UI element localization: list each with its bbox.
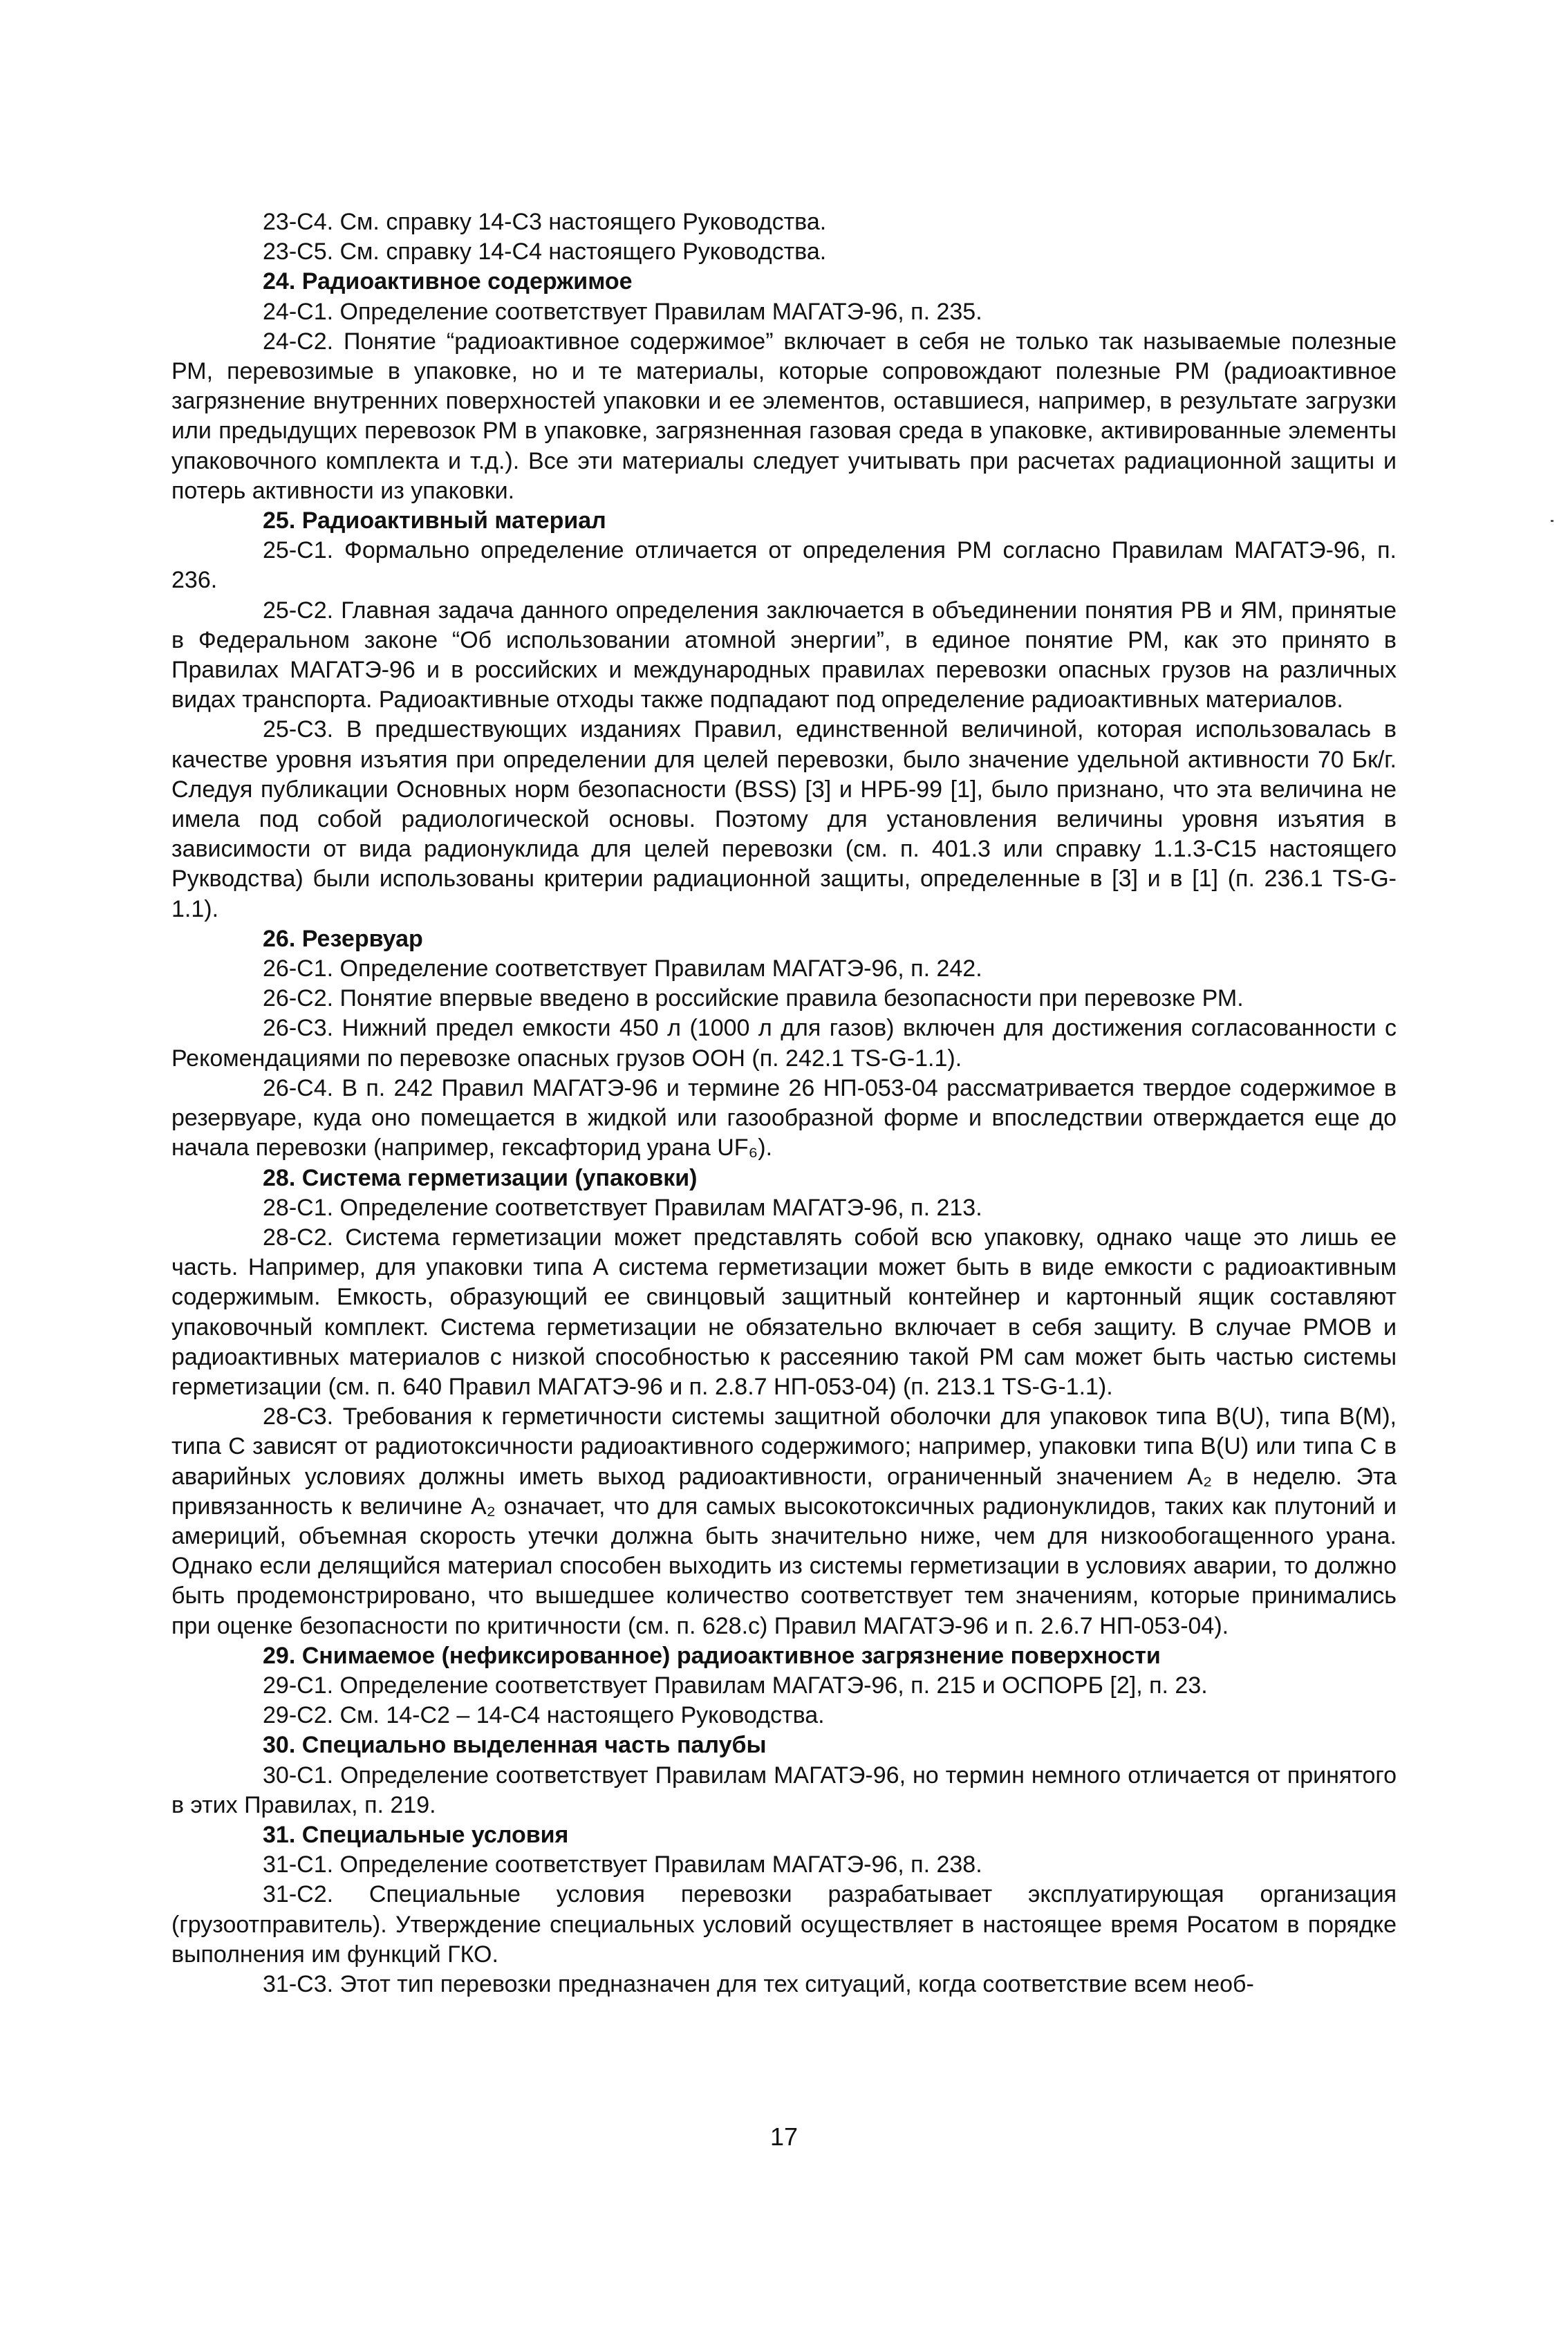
paragraph: 28-С2. Система герметизации может представлять собой всю упаковку, однако чаще это лишь ее часть. Например, для упаковки типа А система герметизации может быть в виде емкости с радиоактивным содержимым. Емкость, образующий ее свинцовый защитный контейнер и картонный ящик составляют упаковочный комплект. Система герметизации не обязательно включает в себя защиту. В случае РМОВ и радиоактивных материалов с низкой способностью к рассеянию такой РМ сам может быть частью системы герметизации (см. п. 640 Правил МАГАТЭ-96 и п. 2.8.7 НП-053-04) (п. 213.1 TS-G-1.1). — [171, 1224, 1397, 1400]
paragraph: 25-С1. Формально определение отличается от определения РМ согласно Правилам МАГАТЭ-96, п. 236. — [171, 537, 1397, 594]
section-heading: 26. Резервуар — [263, 925, 423, 952]
paragraph: 23-С4. См. справку 14-С3 настоящего Руководства. — [263, 209, 827, 235]
paragraph: 30-С1. Определение соответствует Правилам МАГАТЭ-96, но термин немного отличается от принятого в этих Правилах, п. 219. — [171, 1762, 1397, 1818]
section-heading: 29. Снимаемое (нефиксированное) радиоактивное загрязнение поверхности — [263, 1642, 1161, 1669]
paragraph: 25-С3. В предшествующих изданиях Правил, единственной величиной, которая использовалась в качестве уровня изъятия при определении для целей перевозки, было значение удельной активности 70 Бк/г. Следуя публикации Основных норм безопасности (BSS) [3] и НРБ-99 [1], было признано, что эта величина не имела под собой радиологической основы. Поэтому для установления величины уровня изъятия в зависимости от вида радионуклида для целей перевозки (см. п. 401.3 или справку 1.1.3-С15 настоящего Рукводства) были использованы критерии радиационной защиты, определенные в [3] и в [1] (п. 236.1 TS-G-1.1). — [171, 716, 1397, 922]
paragraph: 31-С3. Этот тип перевозки предназначен для тех ситуаций, когда соответствие всем необ- — [263, 1970, 1254, 1997]
paragraph: 29-С1. Определение соответствует Правилам МАГАТЭ-96, п. 215 и ОСПОРБ [2], п. 23. — [263, 1672, 1208, 1699]
scan-mark — [1551, 520, 1553, 522]
paragraph: 28-С3. Требования к герметичности системы защитной оболочки для упаковок типа B(U), типа B(M), типа С зависят от радиотоксичности радиоактивного содержимого; например, упаковки типа B(U) или типа С в аварийных условиях должны иметь выход радиоактивности, ограниченный значением A₂ в неделю. Эта привязанность к величине A₂ означает, что для самых высокотоксичных радионуклидов, таких как плутоний и америций, объемная скорость утечки должна быть значительно ниже, чем для низкообогащенного урана. Однако если делящийся материал способен выходить из системы герметизации в условиях аварии, то должно быть продемонстрировано, что вышедшее количество соответствует тем значениям, которые принимались при оценке безопасности по критичности (см. п. 628.с) Правил МАГАТЭ-96 и п. 2.6.7 НП-053-04). — [171, 1403, 1397, 1639]
paragraph: 29-С2. См. 14-С2 – 14-С4 настоящего Руководства. — [263, 1702, 825, 1729]
paragraph: 26-С4. В п. 242 Правил МАГАТЭ-96 и термине 26 НП-053-04 рассматривается твердое содержимое в резервуаре, куда оно помещается в жидкой или газообразной форме и впоследствии отверждается еще до начала перевозки (например, гексафторид урана UF₆). — [171, 1074, 1397, 1161]
paragraph: 24-С1. Определение соответствует Правилам МАГАТЭ-96, п. 235. — [263, 298, 982, 325]
section-heading: 28. Система герметизации (упаковки) — [263, 1164, 698, 1191]
paragraph: 31-С1. Определение соответствует Правилам МАГАТЭ-96, п. 238. — [263, 1851, 982, 1878]
paragraph: 26-С2. Понятие впервые введено в российские правила безопасности при перевозке РМ. — [263, 985, 1244, 1012]
paragraph: 31-С2. Специальные условия перевозки разрабатывает эксплуатирующая организация (грузоотправитель). Утверждение специальных условий осуществляет в настоящее время Росатом в порядке выполнения им функций ГКО. — [171, 1881, 1397, 1968]
section-heading: 31. Специальные условия — [263, 1821, 569, 1848]
page-number: 17 — [769, 2122, 799, 2151]
section-heading: 25. Радиоактивный материал — [263, 507, 606, 534]
paragraph: 26-С1. Определение соответствует Правилам МАГАТЭ-96, п. 242. — [263, 955, 982, 982]
paragraph: 24-С2. Понятие “радиоактивное содержимое” включает в себя не только так называемые полезные РМ, перевозимые в упаковке, но и те материалы, которые сопровождают полезные РМ (радиоактивное загрязнение внутренних поверхностей упаковки и ее элементов, оставшиеся, например, в результате загрузки или предыдущих перевозок РМ в упаковке, загрязненная газовая среда в упаковке, активированные элементы упаковочного комплекта и т.д.). Все эти материалы следует учитывать при расчетах радиационной защиты и потерь активности из упаковки. — [171, 328, 1397, 504]
paragraph: 28-С1. Определение соответствует Правилам МАГАТЭ-96, п. 213. — [263, 1194, 982, 1221]
paragraph: 26-С3. Нижний предел емкости 450 л (1000 л для газов) включен для достижения согласованности с Рекомендациями по перевозке опасных грузов ООН (п. 242.1 TS-G-1.1). — [171, 1015, 1397, 1072]
section-heading: 30. Специально выделенная часть палубы — [263, 1732, 767, 1759]
section-heading: 24. Радиоактивное содержимое — [263, 268, 633, 295]
body-text — [171, 207, 1397, 1999]
paragraph: 23-С5. См. справку 14-С4 настоящего Руководства. — [263, 239, 827, 265]
paragraph: 25-С2. Главная задача данного определения заключается в объединении понятия РВ и ЯМ, принятые в Федеральном законе “Об использовании атомной энергии”, в единое понятие РМ, как это принято в Правилах МАГАТЭ-96 и в российских и международных правилах перевозки опасных грузов на различных видах транспорта. Радиоактивные отходы также подпадают под определение радиоактивных материалов. — [171, 597, 1397, 713]
